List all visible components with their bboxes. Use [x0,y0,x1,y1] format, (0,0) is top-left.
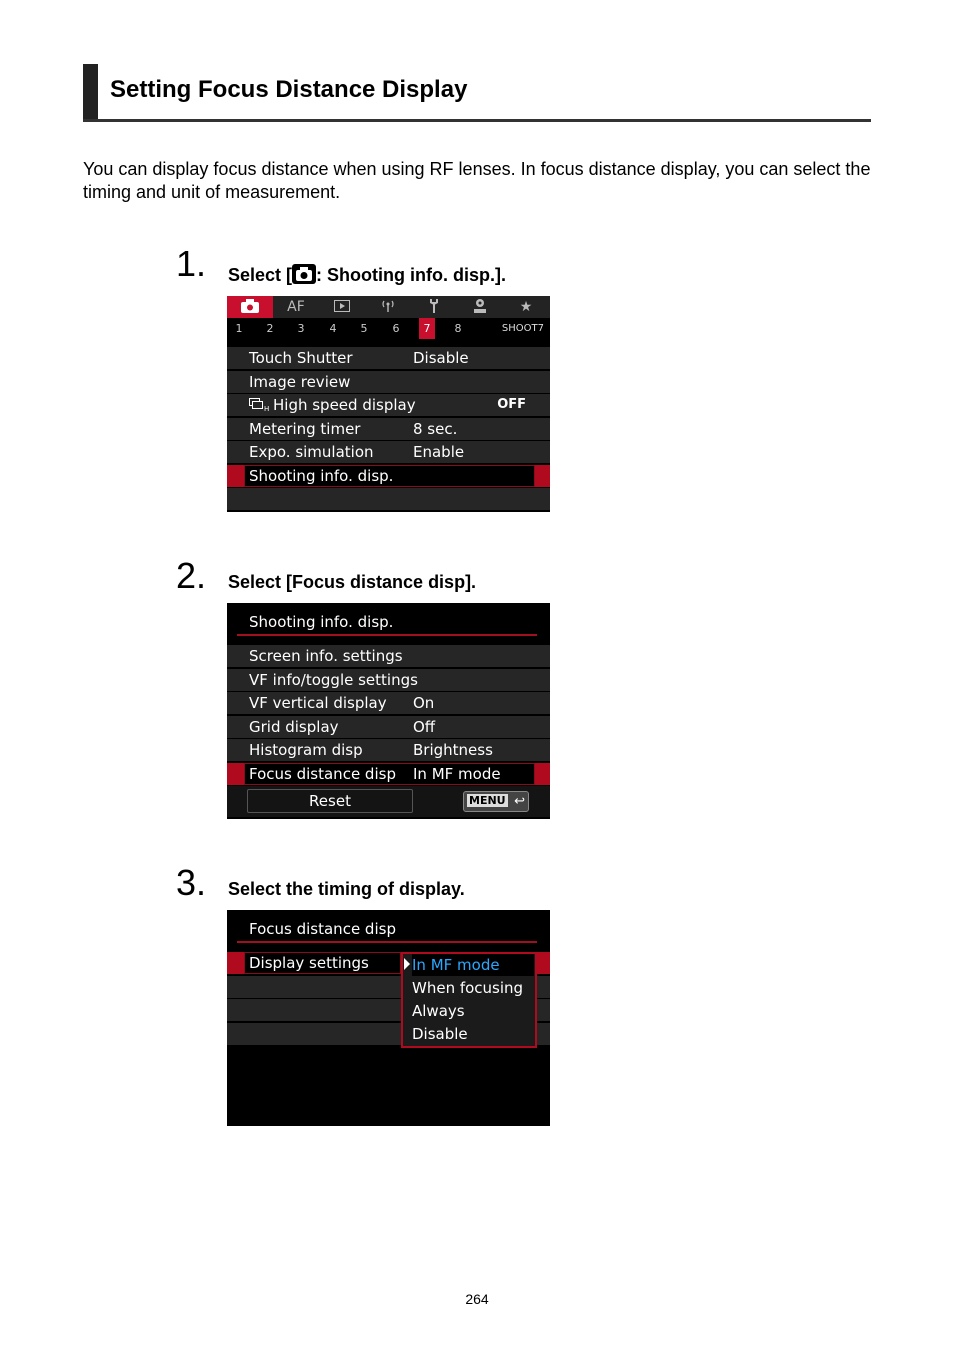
menu-item-label: Screen info. settings [249,647,403,665]
menu-item-label: Metering timer [249,420,361,438]
menu-item-label: VF vertical display [249,694,387,712]
menu-item-value: In MF mode [413,765,501,783]
page-number-7[interactable]: 7 [419,318,435,339]
page-number-5[interactable]: 5 [360,322,368,335]
menu-item-label: Grid display [249,718,339,736]
section-heading [83,64,871,122]
heading-accent-bar [83,64,98,119]
menu-item-image-review[interactable] [227,371,550,393]
menu-item-value: Brightness [413,741,493,759]
menu-page-numbers [227,318,550,339]
menu-item-value: OFF [497,397,526,412]
wireless-icon [379,299,397,313]
camera-tab-icon [241,299,259,313]
menu-item-touch-shutter[interactable] [227,347,550,369]
step-2-number: 2. [176,555,207,596]
menu-item-label: Image review [249,373,351,391]
page-number: 264 [465,1291,489,1307]
menu-item-high-speed-display[interactable] [227,394,550,416]
camera-screen-shooting-menu [227,296,550,512]
menu-back-button[interactable] [463,791,529,812]
menu-item-value: 8 sec. [413,420,458,438]
menu-item-vf-info-toggle[interactable] [227,669,550,691]
step-1-text-before: Select [ [228,265,293,285]
option-label: In MF mode [412,956,500,974]
intro-paragraph: You can display focus distance when using RF lenses. In focus distance display, you can select the timing and unit of measurement. [83,159,871,202]
playback-icon [334,300,350,312]
tab-playback[interactable] [319,296,365,318]
menu-item-focus-distance-disp[interactable] [227,763,550,785]
menu-item-shooting-info-disp[interactable] [227,465,550,487]
tab-setup[interactable] [411,296,457,318]
option-disable[interactable]: Disable [412,1025,468,1043]
menu-item-value: On [413,694,435,712]
page-number-6[interactable]: 6 [392,322,400,335]
menu-item-label: Touch Shutter [249,349,353,367]
svg-text:H: H [264,405,270,412]
menu-empty-row [227,488,550,510]
custom-function-icon [472,298,488,314]
step-3-number: 3. [176,862,207,903]
menu-item-label: High speed display [273,396,416,414]
menu-item-label: Shooting info. disp. [249,467,394,485]
tab-wireless[interactable] [365,296,411,318]
tab-custom[interactable] [457,296,503,318]
return-arrow-icon: ↩ [514,794,525,809]
step-1-number: 1. [176,243,207,284]
menu-page-label: SHOOT7 [501,323,544,334]
step-1-text [228,264,506,286]
camera-screen-shooting-info-disp [227,603,550,819]
menu-item-screen-info-settings[interactable] [227,645,550,667]
tab-my-menu[interactable]: ★ [519,299,533,315]
screen-title: Shooting info. disp. [249,613,394,631]
menu-item-label: VF info/toggle settings [249,671,418,689]
menu-item-label: Expo. simulation [249,443,374,461]
menu-item-histogram-disp[interactable] [227,739,550,761]
wrench-icon [427,298,441,314]
high-speed-continuous-icon [249,398,273,412]
step-1-text-after: : Shooting info. disp.]. [316,265,506,285]
page-number-1[interactable]: 1 [235,322,243,335]
option-when-focusing[interactable]: When focusing [412,979,524,997]
page-number-8[interactable]: 8 [454,322,462,335]
menu-item-vf-vertical-display[interactable] [227,692,550,714]
page-number-3[interactable]: 3 [297,322,305,335]
menu-item-grid-display[interactable] [227,716,550,738]
option-always[interactable]: Always [412,1002,465,1020]
current-option-caret-icon [404,958,410,970]
footer-bar [227,786,550,817]
menu-tab-row [227,296,550,318]
step-3-text: Select the timing of display. [228,879,465,899]
title-underline [237,941,537,943]
tab-shooting[interactable] [227,296,273,318]
camera-icon [292,264,316,284]
tab-af[interactable]: AF [287,299,305,315]
step-2-text: Select [Focus distance disp]. [228,572,477,592]
menu-item-metering-timer[interactable] [227,418,550,440]
reset-button[interactable]: Reset [247,789,413,813]
menu-item-label: Display settings [249,954,369,972]
page-title: Setting Focus Distance Display [110,76,468,103]
menu-item-expo-simulation[interactable] [227,441,550,463]
page-number-2[interactable]: 2 [266,322,274,335]
timing-options-dropdown [401,952,537,1048]
page-number-4[interactable]: 4 [329,322,337,335]
menu-button-label: MENU [469,794,506,807]
option-in-mf-mode[interactable] [412,954,534,976]
menu-item-value: Off [413,718,436,736]
menu-item-label: Focus distance disp [249,765,396,783]
camera-screen-focus-distance-disp [227,910,550,1126]
menu-item-value: Disable [413,349,469,367]
menu-item-label: Histogram disp [249,741,363,759]
menu-item-value: Enable [413,443,465,461]
screen-title: Focus distance disp [249,920,396,938]
title-underline [237,634,537,636]
